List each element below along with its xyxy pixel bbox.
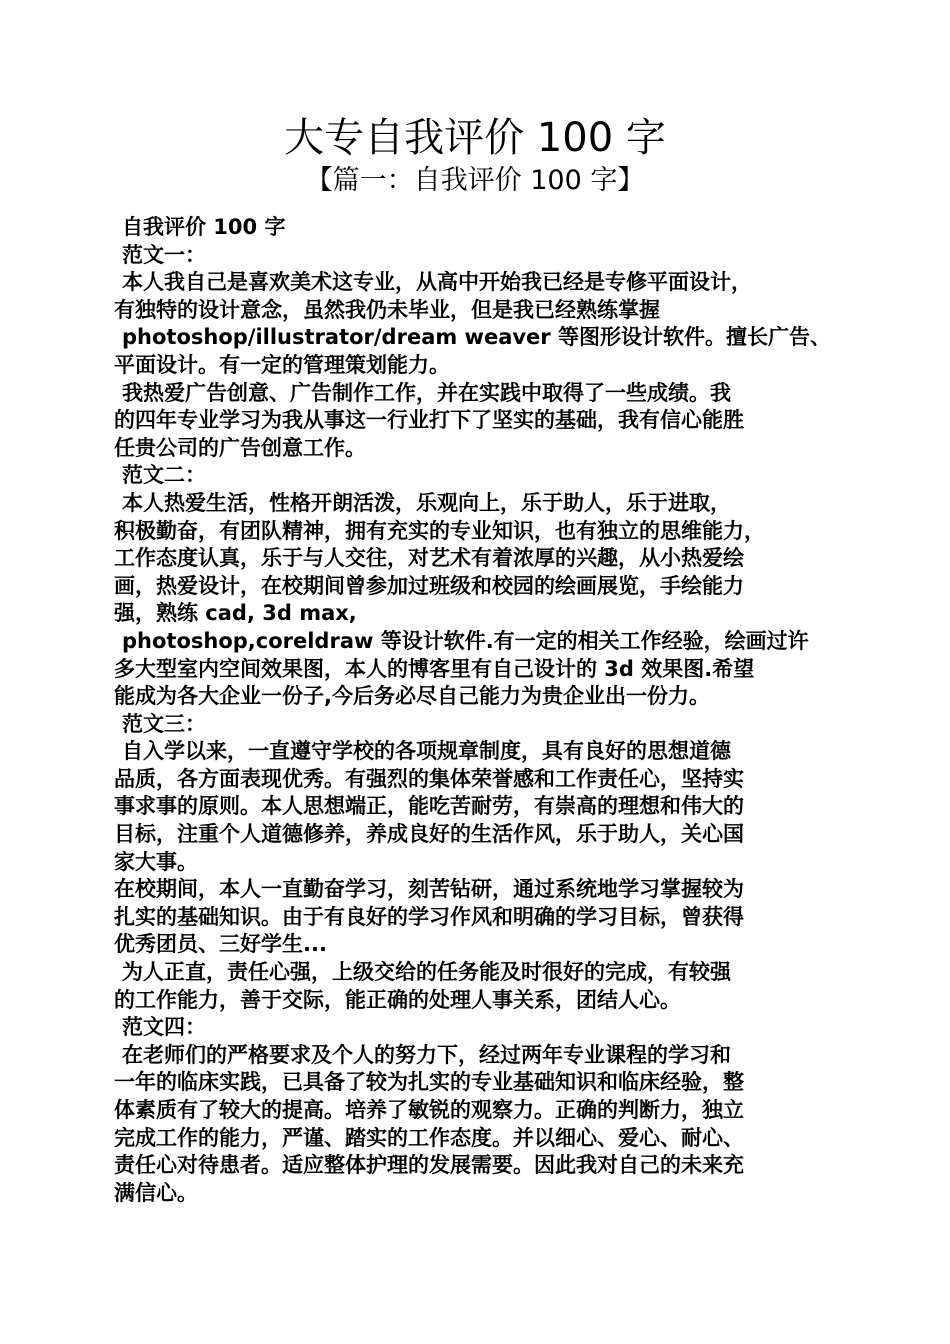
body-line: photoshop,coreldraw 等设计软件.有一定的相关工作经验，绘画过许 [122,628,809,653]
body-line: photoshop/illustrator/dream weaver 等图形设计软件。擅长广告、 [122,325,831,350]
body-line: 的四年专业学习为我从事这一行业打下了坚实的基础，我有信心能胜 [114,408,744,433]
body-line: 为人正直，责任心强，上级交给的任务能及时很好的完成，有较强 [122,960,731,985]
body-line: 品质，各方面表现优秀。有强烈的集体荣誉感和工作责任心，坚持实 [114,766,744,791]
body-line: 工作态度认真，乐于与人交往，对艺术有着浓厚的兴趣，从小热爱绘 [114,546,744,571]
body-line: 事求事的原则。本人思想端正，能吃苦耐劳，有崇高的理想和伟大的 [114,794,744,819]
body-line: 一年的临床实践，已具备了较为扎实的专业基础知识和临床经验，整 [114,1070,744,1095]
document-body [114,214,846,1207]
body-line: 能成为各大企业一份子,今后务必尽自己能力为贵企业出一份力。 [114,684,710,709]
body-line: 完成工作的能力，严谨、踏实的工作态度。并以细心、爱心、耐心、 [114,1125,744,1150]
body-line: 在老师们的严格要求及个人的努力下，经过两年专业课程的学习和 [122,1042,731,1067]
body-line: 的工作能力，善于交际，能正确的处理人事关系，团结人心。 [114,987,681,1012]
body-line: 范文一： [122,242,206,267]
document-title: 大专自我评价 100 字 [284,115,666,161]
body-line: 范文二： [122,463,206,488]
body-line: 我热爱广告创意、广告制作工作，并在实践中取得了一些成绩。我 [122,380,731,405]
body-line: 家大事。 [114,849,198,874]
body-line: 强，熟练 cad, 3d max, [114,601,357,626]
body-line: 目标，注重个人道德修养，养成良好的生活作风，乐于助人，关心国 [114,822,744,847]
body-line: 多大型室内空间效果图，本人的博客里有自己设计的 3d 效果图.希望 [114,656,755,681]
body-line: 任贵公司的广告创意工作。 [114,435,366,460]
body-line: 责任心对待患者。适应整体护理的发展需要。因此我对自己的未来充 [114,1153,744,1178]
body-line: 满信心。 [114,1180,198,1205]
body-line: 积极勤奋，有团队精神，拥有充实的专业知识，也有独立的思维能力， [114,518,765,543]
body-line: 自入学以来，一直遵守学校的各项规章制度，具有良好的思想道德 [122,739,731,764]
body-line: 平面设计。有一定的管理策划能力。 [114,352,450,377]
body-line: 范文三： [122,711,206,736]
body-line: 自我评价 100 字 [122,215,286,239]
document-subtitle: 【篇一：自我评价 100 字】 [305,165,645,196]
body-line: 画，热爱设计，在校期间曾参加过班级和校园的绘画展览，手绘能力 [114,573,744,598]
body-line: 体素质有了较大的提高。培养了敏锐的观察力。正确的判断力，独立 [114,1098,744,1122]
body-line: 扎实的基础知识。由于有良好的学习作风和明确的学习目标，曾获得 [114,904,744,929]
body-line: 范文四： [122,1015,206,1040]
body-line: 在校期间，本人一直勤奋学习，刻苦钻研，通过系统地学习掌握较为 [114,877,744,902]
body-line: 优秀团员、三好学生... [114,932,327,957]
body-line: 有独特的设计意念，虽然我仍未毕业，但是我已经熟练掌握 [114,297,660,322]
body-line: 本人热爱生活，性格开朗活泼，乐观向上，乐于助人，乐于进取， [122,490,731,515]
body-line: 本人我自己是喜欢美术这专业，从高中开始我已经是专修平面设计， [122,270,752,295]
